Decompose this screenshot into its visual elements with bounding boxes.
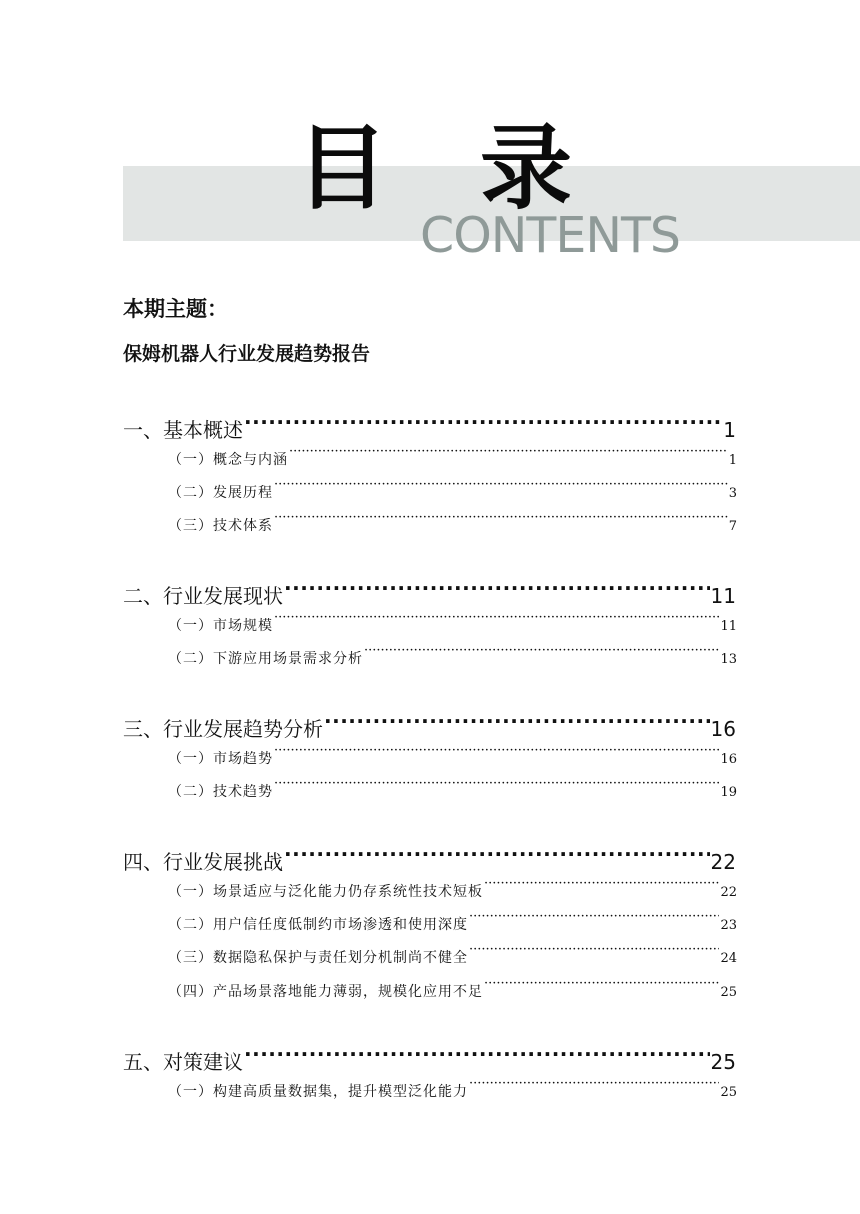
toc-subsection[interactable] bbox=[168, 912, 737, 937]
toc-section[interactable] bbox=[123, 1045, 736, 1076]
dot-leader bbox=[324, 712, 710, 736]
toc-subsection-label: （四）产品场景落地能力薄弱，规模化应用不足 bbox=[168, 983, 483, 1000]
toc-subsection-label: （一）场景适应与泛化能力仍存系统性技术短板 bbox=[168, 883, 483, 900]
toc-subsection-label: （二）技术趋势 bbox=[168, 783, 273, 800]
toc-subsection-page: 25 bbox=[720, 984, 737, 1000]
dot-leader bbox=[284, 579, 710, 603]
dot-leader bbox=[289, 447, 728, 464]
toc-section-label: 二、行业发展现状 bbox=[123, 584, 283, 608]
toc-section-page: 16 bbox=[710, 717, 736, 741]
toc-section[interactable] bbox=[123, 579, 736, 610]
toc-subsection-label: （三）技术体系 bbox=[168, 517, 273, 534]
toc-subsection-page: 24 bbox=[720, 950, 737, 966]
toc-section-label: 三、行业发展趋势分析 bbox=[123, 717, 323, 741]
theme-label: 本期主题： bbox=[123, 297, 228, 321]
toc-section-label: 五、对策建议 bbox=[123, 1050, 243, 1074]
theme-title: 保姆机器人行业发展趋势报告 bbox=[123, 343, 371, 365]
toc-subsection[interactable] bbox=[168, 979, 737, 1004]
toc-section-page: 1 bbox=[723, 418, 736, 442]
dot-leader bbox=[364, 646, 719, 663]
page-subtitle-en: CONTENTS bbox=[420, 207, 681, 264]
toc-subsection-page: 23 bbox=[720, 917, 737, 933]
toc-subsection-label: （二）下游应用场景需求分析 bbox=[168, 650, 363, 667]
page-title: 目 录 bbox=[296, 114, 603, 222]
toc-subsection[interactable] bbox=[168, 945, 737, 970]
toc-subsection-label: （二）用户信任度低制约市场渗透和使用深度 bbox=[168, 916, 468, 933]
dot-leader bbox=[274, 480, 728, 497]
toc-section-page: 11 bbox=[710, 584, 736, 608]
toc-subsection[interactable] bbox=[168, 779, 737, 804]
toc-subsection[interactable] bbox=[168, 1079, 737, 1104]
toc-section-label: 一、基本概述 bbox=[123, 418, 243, 442]
dot-leader bbox=[469, 945, 719, 962]
toc-subsection-page: 25 bbox=[720, 1084, 737, 1100]
dot-leader bbox=[274, 513, 728, 530]
toc-section-label: 四、行业发展挑战 bbox=[123, 850, 283, 874]
toc-subsection-label: （一）概念与内涵 bbox=[168, 451, 288, 468]
dot-leader bbox=[244, 413, 722, 437]
dot-leader bbox=[284, 845, 710, 869]
dot-leader bbox=[274, 613, 719, 630]
dot-leader bbox=[274, 779, 719, 796]
toc-subsection-label: （一）市场规模 bbox=[168, 617, 273, 634]
toc-subsection[interactable] bbox=[168, 879, 737, 904]
dot-leader bbox=[274, 746, 719, 763]
toc-subsection-page: 7 bbox=[728, 518, 737, 534]
toc-subsection-label: （一）构建高质量数据集，提升模型泛化能力 bbox=[168, 1083, 468, 1100]
toc-subsection[interactable] bbox=[168, 613, 737, 638]
dot-leader bbox=[469, 912, 719, 929]
toc-subsection[interactable] bbox=[168, 447, 737, 472]
dot-leader bbox=[484, 979, 719, 996]
toc-section[interactable] bbox=[123, 712, 736, 743]
toc-subsection-page: 13 bbox=[720, 651, 737, 667]
dot-leader bbox=[244, 1045, 710, 1069]
toc-subsection-page: 3 bbox=[728, 485, 737, 501]
toc-subsection-page: 11 bbox=[720, 618, 737, 634]
toc-subsection-page: 16 bbox=[720, 751, 737, 767]
toc-section[interactable] bbox=[123, 845, 736, 876]
toc-subsection[interactable] bbox=[168, 513, 737, 538]
toc-subsection-label: （一）市场趋势 bbox=[168, 750, 273, 767]
toc-subsection[interactable] bbox=[168, 646, 737, 671]
toc-section[interactable] bbox=[123, 413, 736, 444]
toc-subsection-page: 22 bbox=[720, 884, 737, 900]
toc-subsection-label: （二）发展历程 bbox=[168, 484, 273, 501]
toc-subsection[interactable] bbox=[168, 480, 737, 505]
dot-leader bbox=[469, 1079, 719, 1096]
toc-subsection[interactable] bbox=[168, 746, 737, 771]
toc-subsection-page: 1 bbox=[728, 452, 737, 468]
toc-subsection-page: 19 bbox=[720, 784, 737, 800]
toc-section-page: 25 bbox=[710, 1050, 736, 1074]
dot-leader bbox=[484, 879, 719, 896]
toc-section-page: 22 bbox=[710, 850, 736, 874]
toc-subsection-label: （三）数据隐私保护与责任划分机制尚不健全 bbox=[168, 949, 468, 966]
